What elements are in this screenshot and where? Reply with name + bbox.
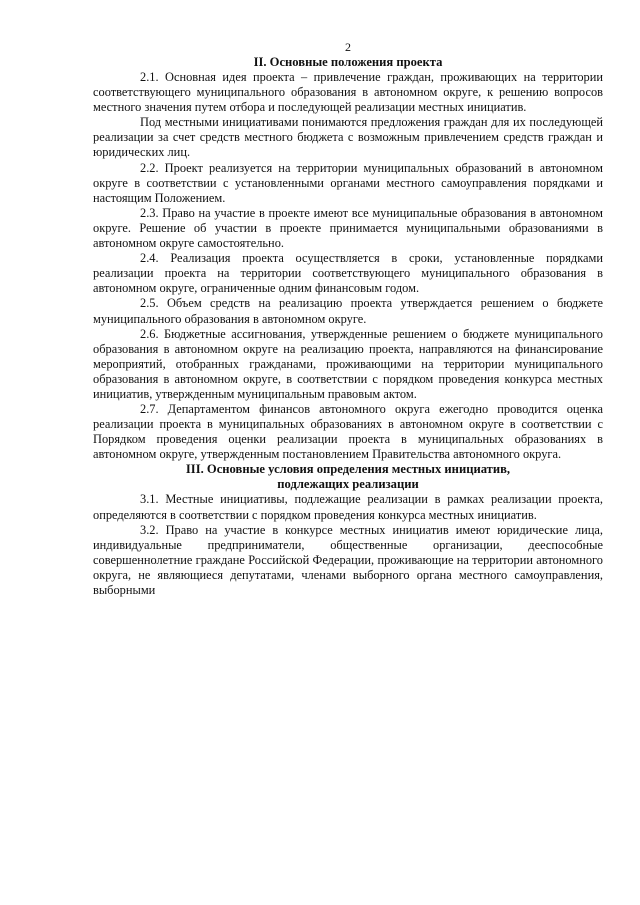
paragraph-2-3: 2.3. Право на участие в проекте имеют все муниципальные образования в автономном округе. Решение об участии в проекте принимается муниципальными образованиями в автономном округе самостоятельно.	[93, 205, 603, 251]
section-3-heading-line-1: III. Основные условия определения местных инициатив,	[185, 462, 511, 477]
paragraph-3-1: 3.1. Местные инициативы, подлежащие реализации в рамках реализации проекта, определяются в соответствии с порядком проведения конкурса местных инициатив.	[93, 492, 603, 522]
section-3-heading-line-2: подлежащих реализации	[277, 477, 419, 492]
paragraph-2-1: 2.1. Основная идея проекта – привлечение граждан, проживающих на территории соответствующего муниципального образования в автономном округе, к решению вопросов местного значения путем отбора и последующей реализации местных инициатив.	[93, 70, 603, 115]
page-number: 2	[345, 40, 351, 54]
paragraph-2-7: 2.7. Департаментом финансов автономного округа ежегодно проводится оценка реализации проекта в муниципальных образованиях в автономном округе в соответствии с Порядком проведения оценки реализации проекта в муниципальных образованиях в автономном округе, утвержденным постановлением Правительства автономного округа.	[93, 402, 603, 462]
page-content	[93, 40, 603, 598]
section-3-heading	[93, 462, 603, 492]
paragraph-2-1-definition: Под местными инициативами понимаются предложения граждан для их последующей реализации за счет средств местного бюджета с возможным привлечением средств граждан и юридических лиц.	[93, 115, 603, 160]
paragraph-2-2: 2.2. Проект реализуется на территории муниципальных образований в автономном округе в соответствии с установленными органами местного самоуправления порядками и настоящим Положением.	[93, 160, 603, 205]
paragraph-3-2: 3.2. Право на участие в конкурсе местных инициатив имеют юридические лица, индивидуальные предприниматели, общественные организации, дееспособные совершеннолетние граждане Российской Федерации, проживающие на территории автономного округа, не являющиеся депутатами, членами выборного органа местного самоуправления, выборными	[93, 522, 603, 597]
section-2-heading: II. Основные положения проекта	[253, 55, 443, 69]
paragraph-2-6: 2.6. Бюджетные ассигнования, утвержденные решением о бюджете муниципального образования в автономном округе на реализацию проекта, направляются на финансирование мероприятий, отобранных гражданами, проживающими на территории муниципального образования в автономном округе, в соответствии с порядком проведения конкурса местных инициатив, утвержденным муниципальным правовым актом.	[93, 326, 603, 401]
section-3-body	[93, 492, 603, 598]
section-2-body	[93, 70, 603, 462]
paragraph-2-4: 2.4. Реализация проекта осуществляется в сроки, установленные порядками реализации проекта на территории соответствующего муниципального образования в автономном округе, ограниченные одним финансовым годом.	[93, 251, 603, 296]
paragraph-2-5: 2.5. Объем средств на реализацию проекта утверждается решением о бюджете муниципального образования в автономном округе.	[93, 296, 603, 326]
